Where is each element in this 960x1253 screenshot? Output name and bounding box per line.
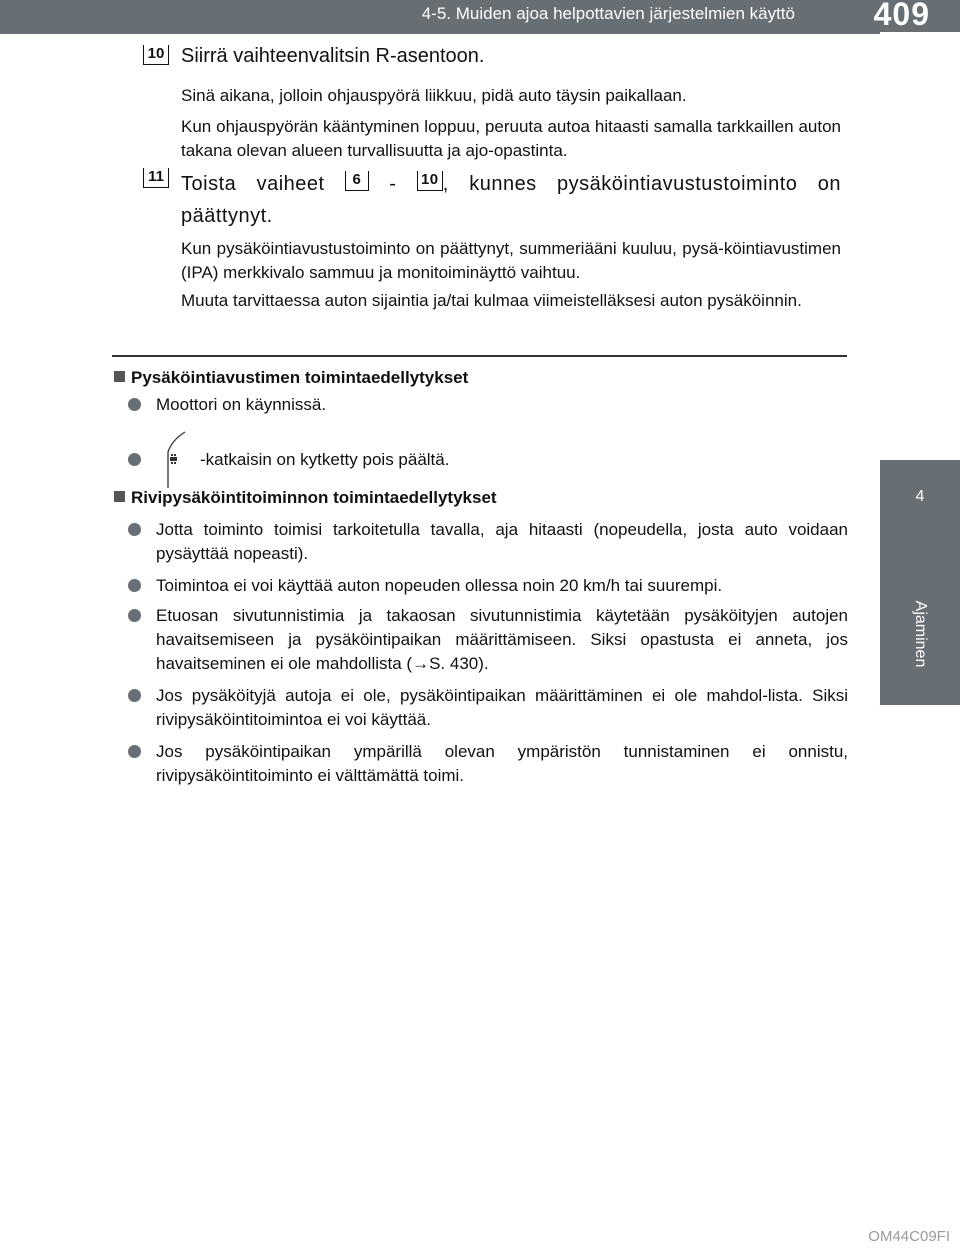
list-item: Toimintoa ei voi käyttää auton nopeuden ollessa noin 20 km/h tai suurempi. [156, 576, 723, 595]
bullet-icon [128, 609, 141, 622]
step-11-note-1: Kun pysäköintiavustustoiminto on päättynyt, summeriääni kuuluu, pysä-köintiavustimen (IPA) merkkivalo sammuu ja monitoiminäyttö vaihtuu. [181, 239, 841, 282]
list-item: Jotta toiminto toimisi tarkoitetulla tavalla, aja hitaasti (nopeudella, josta auto voidaan pysäyttää nopeasti). [156, 520, 848, 563]
chapter-tab [880, 460, 960, 705]
bullet-icon [128, 745, 141, 758]
list-item: Etuosan sivutunnistimia ja takaosan sivutunnistimia käytetään pysäköityjen autojen havaitsemiseen ja pysäköintipaikan määrittämiseen. Siksi opastusta ei anneta, jos havaitseminen ei ole mahdollista (→S. 430). [156, 606, 848, 673]
footer-watermark: OM44C09FI [868, 1228, 950, 1245]
ipa-switch-icon [158, 430, 188, 490]
chapter-label: Ajaminen [912, 600, 929, 668]
step-11-note-2: Muuta tarvittaessa auton sijaintia ja/tai kulmaa viimeistelläksesi auton pysäköinnin. [181, 291, 802, 310]
bullet-icon [128, 398, 141, 411]
step-10-note-1: Sinä aikana, jolloin ohjauspyörä liikkuu, pidä auto täysin paikallaan. [181, 86, 687, 105]
section-heading-parallel: Rivipysäköintitoiminnon toimintaedellytykset [114, 488, 497, 508]
step-title-11: Toista vaiheet 6 - 10 , kunnes pysäköintiavustustoiminto on päättynyt. [181, 171, 842, 227]
list-item: Moottori on käynnissä. [156, 395, 327, 414]
bullet-icon [128, 453, 141, 466]
step-number-10: 10 [143, 45, 169, 65]
bullet-icon [128, 523, 141, 536]
square-bullet-icon [114, 371, 125, 382]
list-item: Jos pysäköityjä autoja ei ole, pysäköintipaikan määrittäminen ei ole mahdol-lista. Siksi rivipysäköintitoimintoa ei voi käyttää. [156, 686, 848, 729]
bullet-icon [128, 579, 141, 592]
step-10-note-2: Kun ohjauspyörän kääntyminen loppuu, peruuta autoa hitaasti samalla tarkkaillen auton takana olevan alueen turvallisuutta ja ajo-opastinta. [181, 117, 841, 160]
step-ref-6: 6 [345, 171, 369, 191]
step-number-11: 11 [143, 168, 169, 188]
list-item: Jos pysäköintipaikan ympärillä olevan ympäristön tunnistaminen ei onnistu, rivipysäköintitoiminto ei välttämättä toimi. [156, 742, 848, 785]
section-heading-ipa: Pysäköintiavustimen toimintaedellytykset [114, 368, 468, 388]
header-bar [0, 0, 960, 32]
chapter-number: 4 [915, 488, 925, 505]
list-item: -katkaisin on kytketty pois päältä. [200, 450, 450, 469]
step-title-10: Siirrä vaihteenvalitsin R-asentoon. [181, 45, 485, 67]
step-ref-10: 10 [417, 171, 443, 191]
header-rule [0, 32, 880, 34]
page-number: 409 [873, 0, 930, 32]
bullet-icon [128, 689, 141, 702]
section-title: 4-5. Muiden ajoa helpottavien järjestelmien käyttö [421, 4, 795, 23]
section-divider [112, 355, 847, 357]
square-bullet-icon [114, 491, 125, 502]
